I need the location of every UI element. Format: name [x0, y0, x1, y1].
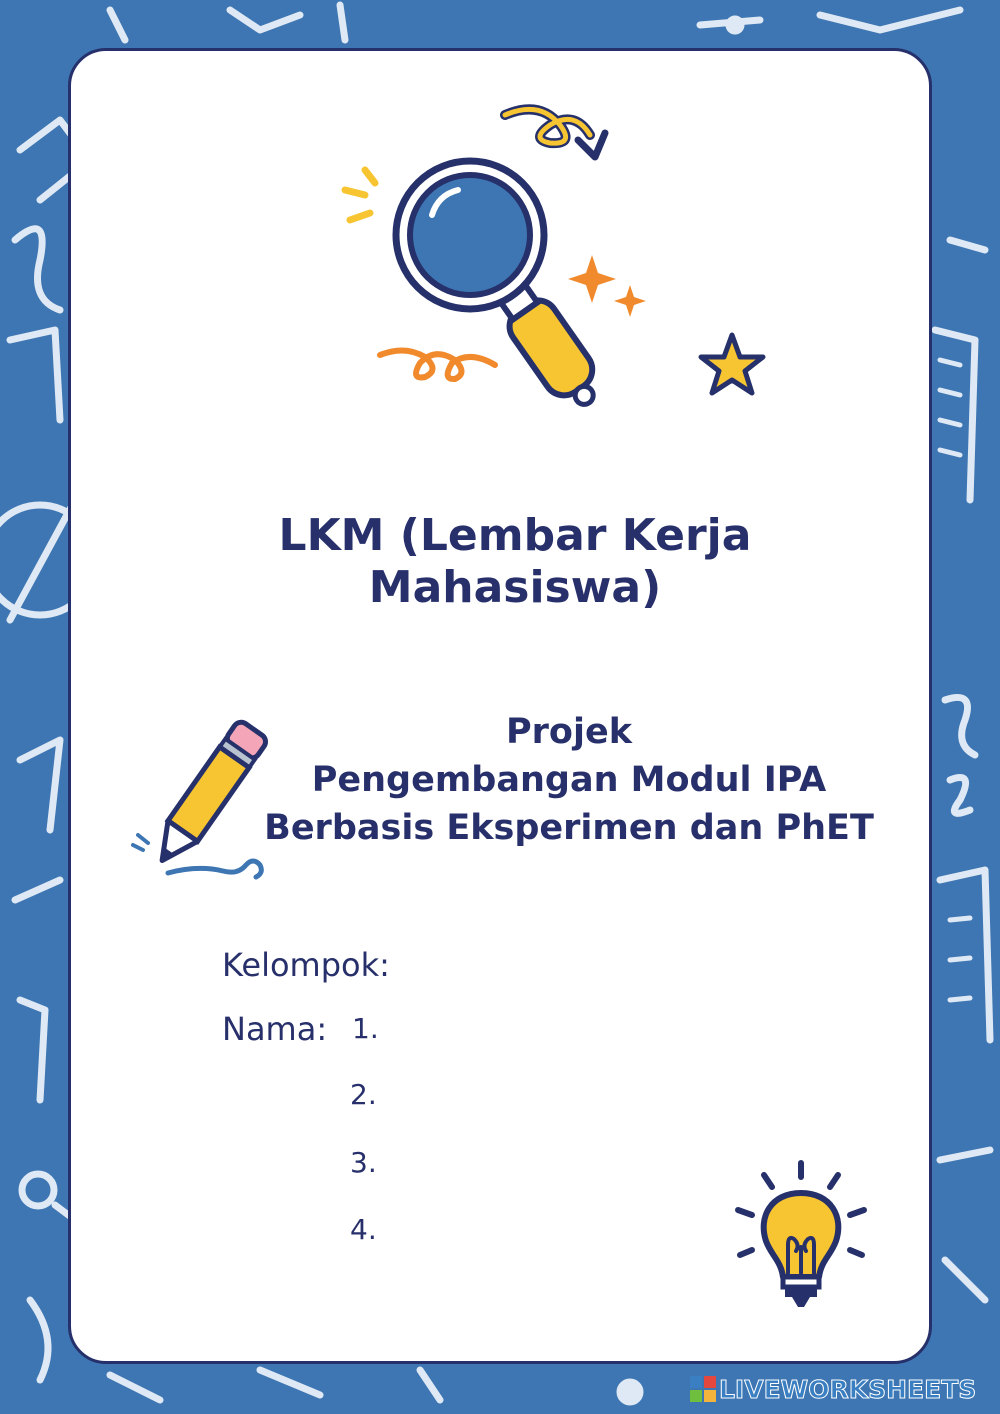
name-label: Nama:	[222, 1010, 328, 1048]
name-number-3: 3.	[350, 1146, 377, 1179]
name-number-2: 2.	[350, 1078, 377, 1111]
star-icon	[701, 335, 763, 393]
light-bulb-icon	[726, 1155, 876, 1315]
subtitle-line-2: Pengembangan Modul IPA	[311, 760, 827, 800]
title-line-2: Mahasiswa)	[368, 562, 662, 613]
liveworksheets-watermark	[690, 1374, 996, 1404]
watermark-text: LIVEWORKSHEETS	[719, 1374, 977, 1404]
liveworksheets-logo-icon	[690, 1376, 716, 1402]
group-label: Kelompok:	[222, 946, 390, 984]
magnifying-glass-icon	[320, 95, 770, 415]
name-number-1: 1.	[352, 1012, 379, 1045]
name-number-4: 4.	[350, 1213, 377, 1246]
subtitle-line-3: Berbasis Eksperimen dan PhET	[264, 808, 874, 848]
title-line-1: LKM (Lembar Kerja	[278, 510, 752, 561]
subtitle-line-1: Projek	[506, 712, 632, 752]
